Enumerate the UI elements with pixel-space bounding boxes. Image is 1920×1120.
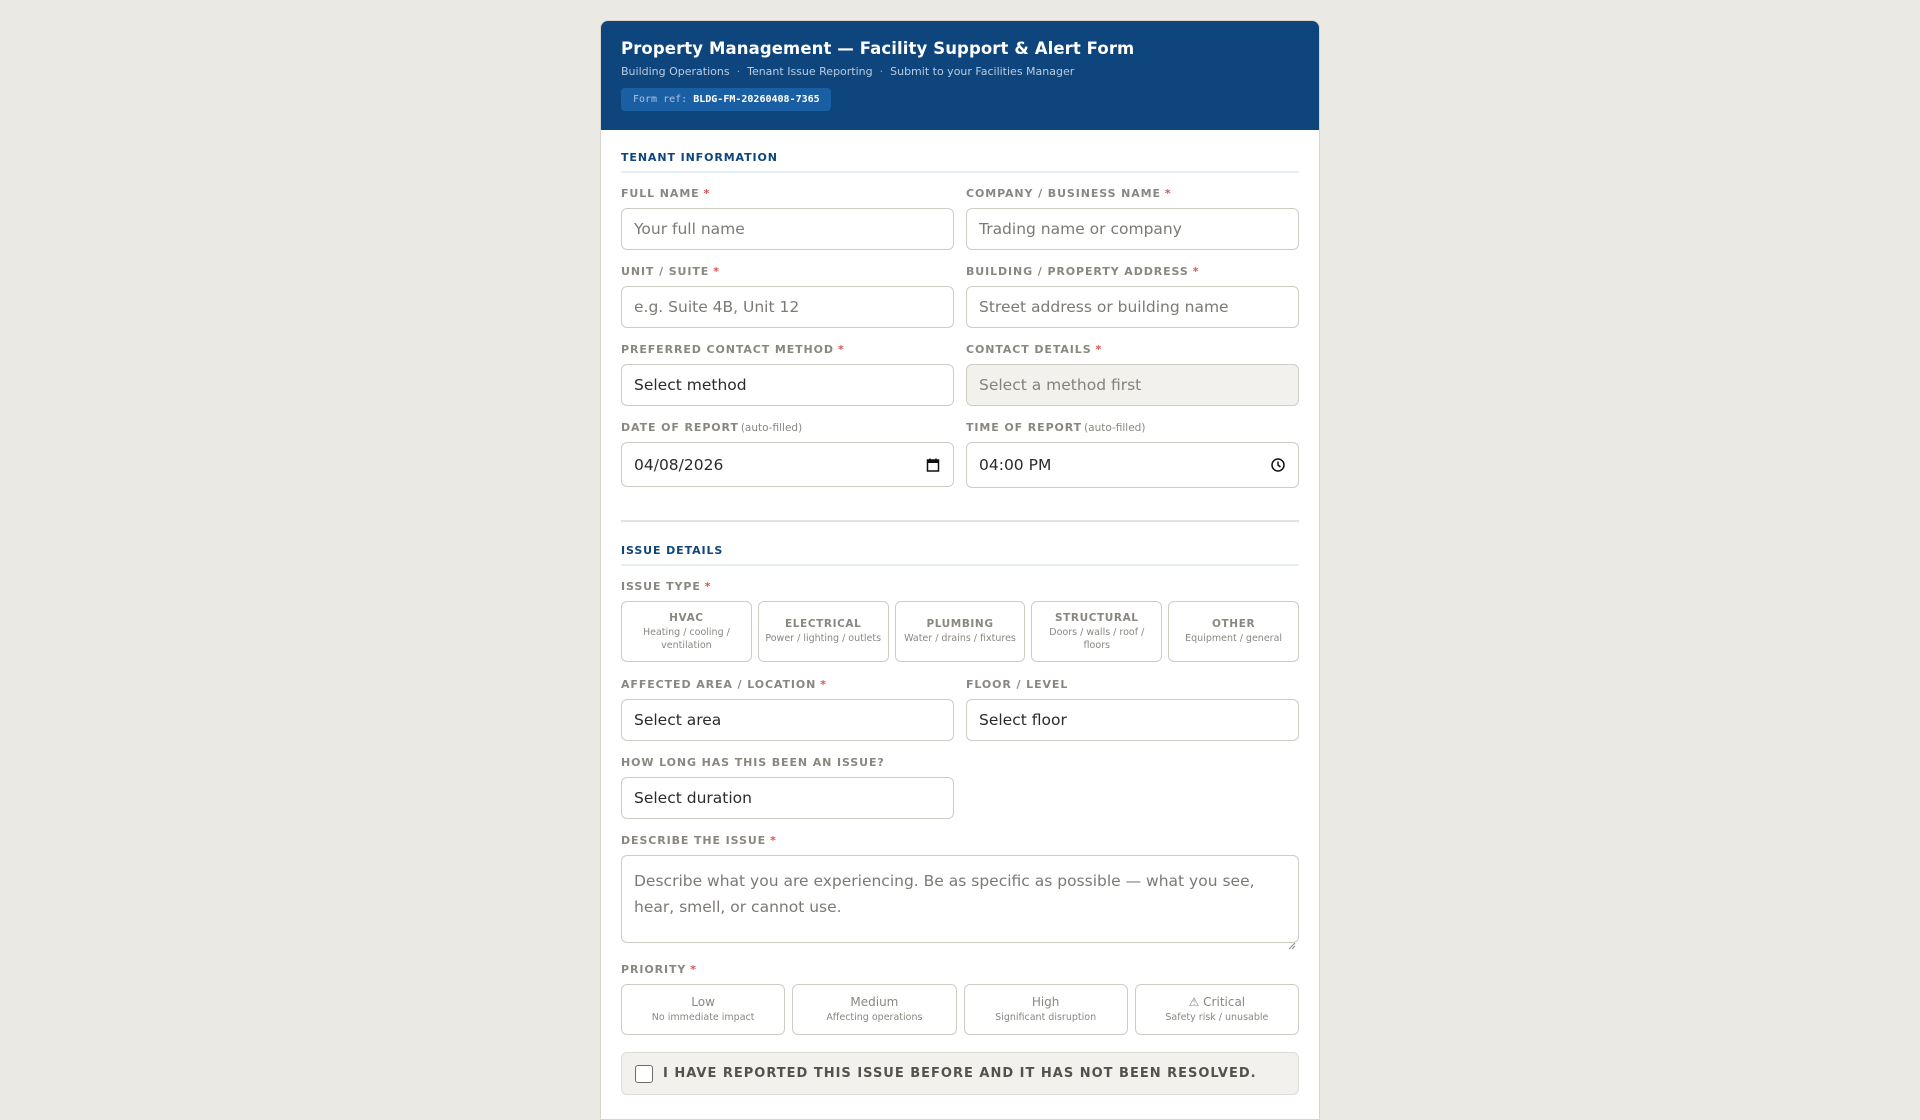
time-input[interactable] bbox=[966, 442, 1299, 488]
section-divider bbox=[621, 520, 1299, 522]
issue-type-other[interactable]: OTHER Equipment / general bbox=[1168, 601, 1299, 662]
priority-critical[interactable]: ⚠ Critical Safety risk / unusable bbox=[1135, 984, 1299, 1035]
form-header bbox=[601, 21, 1319, 130]
date-input[interactable] bbox=[621, 442, 954, 487]
priority-medium[interactable]: Medium Affecting operations bbox=[792, 984, 956, 1035]
auto-filled-hint: (auto-filled) bbox=[1084, 422, 1146, 434]
form-ref-value: BLDG-FM-20260408-7365 bbox=[693, 94, 820, 105]
breadcrumb bbox=[621, 65, 1299, 79]
floor-label: FLOOR / LEVEL bbox=[966, 678, 1069, 691]
required-marker: * bbox=[1095, 343, 1103, 356]
facility-form-card bbox=[600, 20, 1320, 1120]
address-label: BUILDING / PROPERTY ADDRESS * bbox=[966, 265, 1200, 278]
clock-icon[interactable] bbox=[1270, 457, 1286, 473]
required-marker: * bbox=[1164, 187, 1172, 200]
description-textarea[interactable] bbox=[621, 855, 1299, 943]
required-marker: * bbox=[704, 580, 712, 593]
form-body bbox=[601, 151, 1319, 1095]
required-marker: * bbox=[770, 834, 777, 847]
reported-before-label: I HAVE REPORTED THIS ISSUE BEFORE AND IT HAS NOT BEEN RESOLVED. bbox=[663, 1066, 1257, 1081]
issue-type-label: ISSUE TYPE * bbox=[621, 580, 712, 593]
description-label: DESCRIBE THE ISSUE * bbox=[621, 834, 777, 847]
description-placeholder: Describe what you are experiencing. Be as specific as possible — what you see, hear, smell, or cannot use. bbox=[634, 872, 1255, 916]
section-title-tenant: TENANT INFORMATION bbox=[621, 151, 1299, 173]
priority-label: PRIORITY * bbox=[621, 963, 697, 976]
address-input[interactable]: Street address or building name bbox=[966, 286, 1299, 328]
duration-label: HOW LONG HAS THIS BEEN AN ISSUE? bbox=[621, 756, 885, 769]
company-input[interactable]: Trading name or company bbox=[966, 208, 1299, 250]
section-title-issue: ISSUE DETAILS bbox=[621, 544, 1299, 566]
area-select[interactable]: Select area bbox=[621, 699, 954, 741]
required-marker: * bbox=[1192, 265, 1200, 278]
time-value: 04:00 PM bbox=[979, 456, 1052, 474]
company-label: COMPANY / BUSINESS NAME * bbox=[966, 187, 1172, 200]
required-marker: * bbox=[703, 187, 711, 200]
contact-details-input: Select a method first bbox=[966, 364, 1299, 406]
duration-select[interactable]: Select duration bbox=[621, 777, 954, 819]
full-name-input[interactable]: Your full name bbox=[621, 208, 954, 250]
contact-details-label: CONTACT DETAILS * bbox=[966, 343, 1103, 356]
area-label: AFFECTED AREA / LOCATION * bbox=[621, 678, 827, 691]
resize-handle-icon[interactable] bbox=[1288, 932, 1296, 940]
date-label: DATE OF REPORT (auto-filled) bbox=[621, 421, 803, 434]
calendar-icon[interactable] bbox=[925, 457, 941, 473]
time-label: TIME OF REPORT (auto-filled) bbox=[966, 421, 1146, 434]
priority-high[interactable]: High Significant disruption bbox=[964, 984, 1128, 1035]
auto-filled-hint: (auto-filled) bbox=[740, 422, 803, 434]
floor-select[interactable]: Select floor bbox=[966, 699, 1299, 741]
required-marker: * bbox=[713, 265, 720, 278]
issue-type-plumbing[interactable]: PLUMBING Water / drains / fixtures bbox=[895, 601, 1026, 662]
breadcrumb-item: Tenant Issue Reporting bbox=[747, 65, 873, 78]
form-ref-badge bbox=[621, 88, 831, 111]
priority-low[interactable]: Low No immediate impact bbox=[621, 984, 785, 1035]
issue-type-hvac[interactable]: HVAC Heating / cooling / ventilation bbox=[621, 601, 752, 662]
priority-group bbox=[621, 984, 1299, 1035]
breadcrumb-item: Submit to your Facilities Manager bbox=[890, 65, 1075, 78]
issue-type-structural[interactable]: STRUCTURAL Doors / walls / roof / floors bbox=[1031, 601, 1162, 662]
breadcrumb-separator: · bbox=[879, 65, 884, 78]
full-name-label: FULL NAME * bbox=[621, 187, 711, 200]
date-value: 04/08/2026 bbox=[634, 455, 724, 474]
unit-input[interactable]: e.g. Suite 4B, Unit 12 bbox=[621, 286, 954, 328]
unit-label: UNIT / SUITE * bbox=[621, 265, 720, 278]
required-marker: * bbox=[820, 678, 827, 691]
form-ref-label: Form ref: bbox=[633, 94, 688, 105]
breadcrumb-item: Building Operations bbox=[621, 65, 730, 78]
required-marker: * bbox=[837, 343, 845, 356]
reported-before-option[interactable] bbox=[621, 1052, 1299, 1095]
contact-method-label: PREFERRED CONTACT METHOD * bbox=[621, 343, 845, 356]
required-marker: * bbox=[690, 963, 697, 976]
breadcrumb-separator: · bbox=[736, 65, 741, 78]
issue-type-electrical[interactable]: ELECTRICAL Power / lighting / outlets bbox=[758, 601, 889, 662]
issue-type-group bbox=[621, 601, 1299, 662]
form-title: Property Management — Facility Support & Alert Form bbox=[621, 39, 1135, 58]
contact-method-select[interactable]: Select method bbox=[621, 364, 954, 406]
